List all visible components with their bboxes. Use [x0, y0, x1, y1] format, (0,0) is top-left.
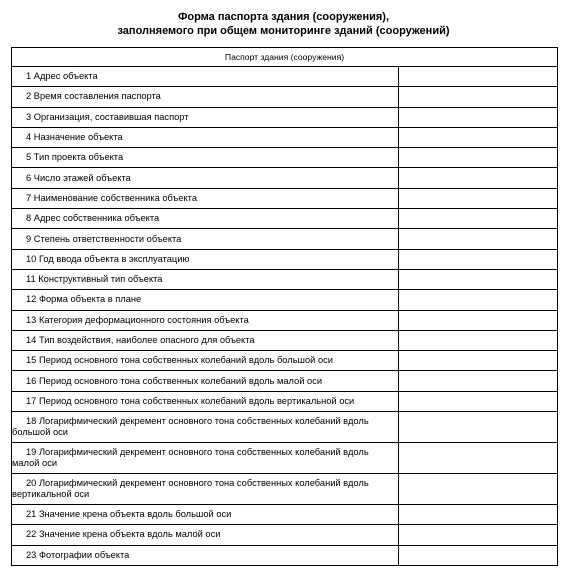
table-row	[12, 505, 558, 525]
field-value-cell[interactable]	[399, 107, 558, 127]
field-number: 22	[26, 529, 37, 540]
field-number: 12	[26, 294, 37, 305]
field-label-cell	[12, 127, 399, 147]
field-value-cell[interactable]	[399, 127, 558, 147]
field-label-cell	[12, 505, 399, 525]
field-number: 18	[26, 416, 37, 427]
field-label-text: Фотографии объекта	[38, 549, 130, 560]
field-label-text: Число этажей объекта	[33, 172, 131, 183]
field-value-cell[interactable]	[399, 148, 558, 168]
form-title-line-1: Форма паспорта здания (сооружения),	[177, 11, 390, 23]
table-row	[12, 127, 558, 147]
field-number: 7	[26, 192, 32, 203]
field-label-text: Организация, составившая паспорт	[33, 111, 189, 122]
field-label-cell	[12, 330, 399, 350]
field-number: 15	[26, 355, 37, 366]
table-row	[12, 371, 558, 391]
form-title-line-2: заполняемого при общем мониторинге зданий (сооружений)	[117, 25, 450, 37]
field-value-cell[interactable]	[399, 474, 558, 505]
field-label	[12, 193, 398, 204]
field-value-cell[interactable]	[399, 351, 558, 371]
field-number: 2	[26, 91, 32, 102]
field-label	[12, 416, 398, 438]
field-label-text: Форма объекта в плане	[38, 294, 142, 305]
field-number: 11	[26, 274, 36, 285]
field-number: 17	[26, 395, 37, 406]
field-value-cell[interactable]	[399, 87, 558, 107]
field-label	[12, 447, 398, 469]
field-label-cell	[12, 67, 399, 87]
table-row	[12, 310, 558, 330]
table-row	[12, 67, 558, 87]
field-label-cell	[12, 107, 399, 127]
field-label-cell	[12, 391, 399, 411]
field-value-cell[interactable]	[399, 249, 558, 269]
field-label	[12, 254, 398, 265]
passport-table	[11, 47, 558, 566]
table-row	[12, 188, 558, 208]
field-label-text: Степень ответственности объекта	[33, 233, 182, 244]
field-label-text: Год ввода объекта в эксплуатацию	[38, 253, 190, 264]
field-label	[12, 294, 398, 305]
field-label-cell	[12, 87, 399, 107]
table-row	[12, 148, 558, 168]
table-row	[12, 168, 558, 188]
field-label-text: Тип проекта объекта	[33, 152, 124, 163]
field-label-text: Период основного тона собственных колебаний вдоль вертикальной оси	[38, 395, 355, 406]
field-value-cell[interactable]	[399, 290, 558, 310]
field-label	[12, 71, 398, 82]
field-number: 20	[26, 478, 37, 489]
field-value-cell[interactable]	[399, 168, 558, 188]
field-label-cell	[12, 229, 399, 249]
field-value-cell[interactable]	[399, 188, 558, 208]
field-value-cell[interactable]	[399, 545, 558, 565]
field-value-cell[interactable]	[399, 310, 558, 330]
field-label-text: Период основного тона собственных колебаний вдоль малой оси	[38, 375, 323, 386]
field-label	[12, 152, 398, 163]
table-row	[12, 545, 558, 565]
field-label-cell	[12, 545, 399, 565]
field-label-cell	[12, 249, 399, 269]
field-number: 1	[26, 71, 32, 82]
field-label-cell	[12, 351, 399, 371]
table-row	[12, 474, 558, 505]
table-body	[12, 67, 558, 566]
field-label-cell	[12, 148, 399, 168]
field-label	[12, 396, 398, 407]
field-label	[12, 335, 398, 346]
table-row	[12, 290, 558, 310]
field-label	[12, 213, 398, 224]
field-label-text: Конструктивный тип объекта	[38, 274, 163, 285]
field-label-cell	[12, 525, 399, 545]
field-number: 23	[26, 549, 37, 560]
field-value-cell[interactable]	[399, 443, 558, 474]
field-number: 21	[26, 509, 37, 520]
field-value-cell[interactable]	[399, 412, 558, 443]
field-label	[12, 478, 398, 500]
field-label-cell	[12, 269, 399, 289]
field-label	[12, 550, 398, 561]
field-label	[12, 234, 398, 245]
field-label	[12, 529, 398, 540]
field-label-text: Тип воздействия, наиболее опасного для объекта	[38, 335, 255, 345]
field-number: 10	[26, 253, 37, 264]
field-number: 8	[26, 213, 32, 224]
table-row	[12, 391, 558, 411]
field-label-text: Период основного тона собственных колебаний вдоль большой оси	[38, 355, 333, 366]
field-label	[12, 112, 398, 123]
field-label-cell	[12, 209, 399, 229]
table-row	[12, 107, 558, 127]
field-label	[12, 376, 398, 387]
field-number: 4	[26, 132, 32, 143]
field-value-cell[interactable]	[399, 330, 558, 350]
field-value-cell[interactable]	[399, 229, 558, 249]
field-label	[12, 315, 398, 326]
field-label-cell	[12, 412, 399, 443]
field-label-text: Назначение объекта	[33, 132, 123, 143]
field-number: 19	[26, 447, 37, 458]
table-row	[12, 330, 558, 350]
field-label-cell	[12, 443, 399, 474]
field-label-text: Значение крена объекта вдоль малой оси	[38, 529, 221, 540]
field-number: 5	[26, 152, 32, 163]
field-value-cell[interactable]	[399, 371, 558, 391]
field-label-cell	[12, 168, 399, 188]
field-label-text: Категория деформационного состояния объекта	[38, 314, 249, 325]
field-label	[12, 355, 398, 366]
field-label-text: Логарифмический декремент основного тона собственных колебаний вдоль вертикальной оси	[12, 478, 369, 500]
field-label-text: Адрес объекта	[33, 71, 98, 82]
field-value-cell[interactable]	[399, 67, 558, 87]
field-value-cell[interactable]	[399, 505, 558, 525]
field-label-text: Логарифмический декремент основного тона собственных колебаний вдоль большой оси	[12, 416, 369, 438]
field-number: 14	[26, 335, 37, 345]
field-number: 6	[26, 172, 32, 183]
table-row	[12, 351, 558, 371]
field-label	[12, 509, 398, 520]
field-label-cell	[12, 474, 399, 505]
table-row	[12, 525, 558, 545]
field-label-cell	[12, 310, 399, 330]
field-label-text: Значение крена объекта вдоль большой оси	[38, 509, 232, 520]
field-number: 13	[26, 314, 37, 325]
field-number: 9	[26, 233, 32, 244]
field-value-cell[interactable]	[399, 209, 558, 229]
field-value-cell[interactable]	[399, 391, 558, 411]
table-header: Паспорт здания (сооружения)	[12, 48, 558, 67]
field-label	[12, 91, 398, 102]
field-label-text: Адрес собственника объекта	[33, 213, 160, 224]
field-value-cell[interactable]	[399, 525, 558, 545]
field-label	[12, 132, 398, 143]
table-row	[12, 249, 558, 269]
table-row	[12, 443, 558, 474]
table-row	[12, 412, 558, 443]
table-row	[12, 269, 558, 289]
field-label	[12, 274, 398, 285]
field-label-cell	[12, 371, 399, 391]
field-label-cell	[12, 188, 399, 208]
form-title	[0, 10, 567, 38]
table-row	[12, 229, 558, 249]
field-label	[12, 173, 398, 184]
table-row	[12, 209, 558, 229]
field-number: 16	[26, 375, 37, 386]
field-label-text: Логарифмический декремент основного тона собственных колебаний вдоль малой оси	[12, 447, 369, 469]
field-value-cell[interactable]	[399, 269, 558, 289]
table-row	[12, 87, 558, 107]
field-label-text: Наименование собственника объекта	[33, 192, 198, 203]
field-label-cell	[12, 290, 399, 310]
field-label-text: Время составления паспорта	[33, 91, 161, 102]
table-header-row	[12, 48, 558, 67]
field-number: 3	[26, 111, 32, 122]
